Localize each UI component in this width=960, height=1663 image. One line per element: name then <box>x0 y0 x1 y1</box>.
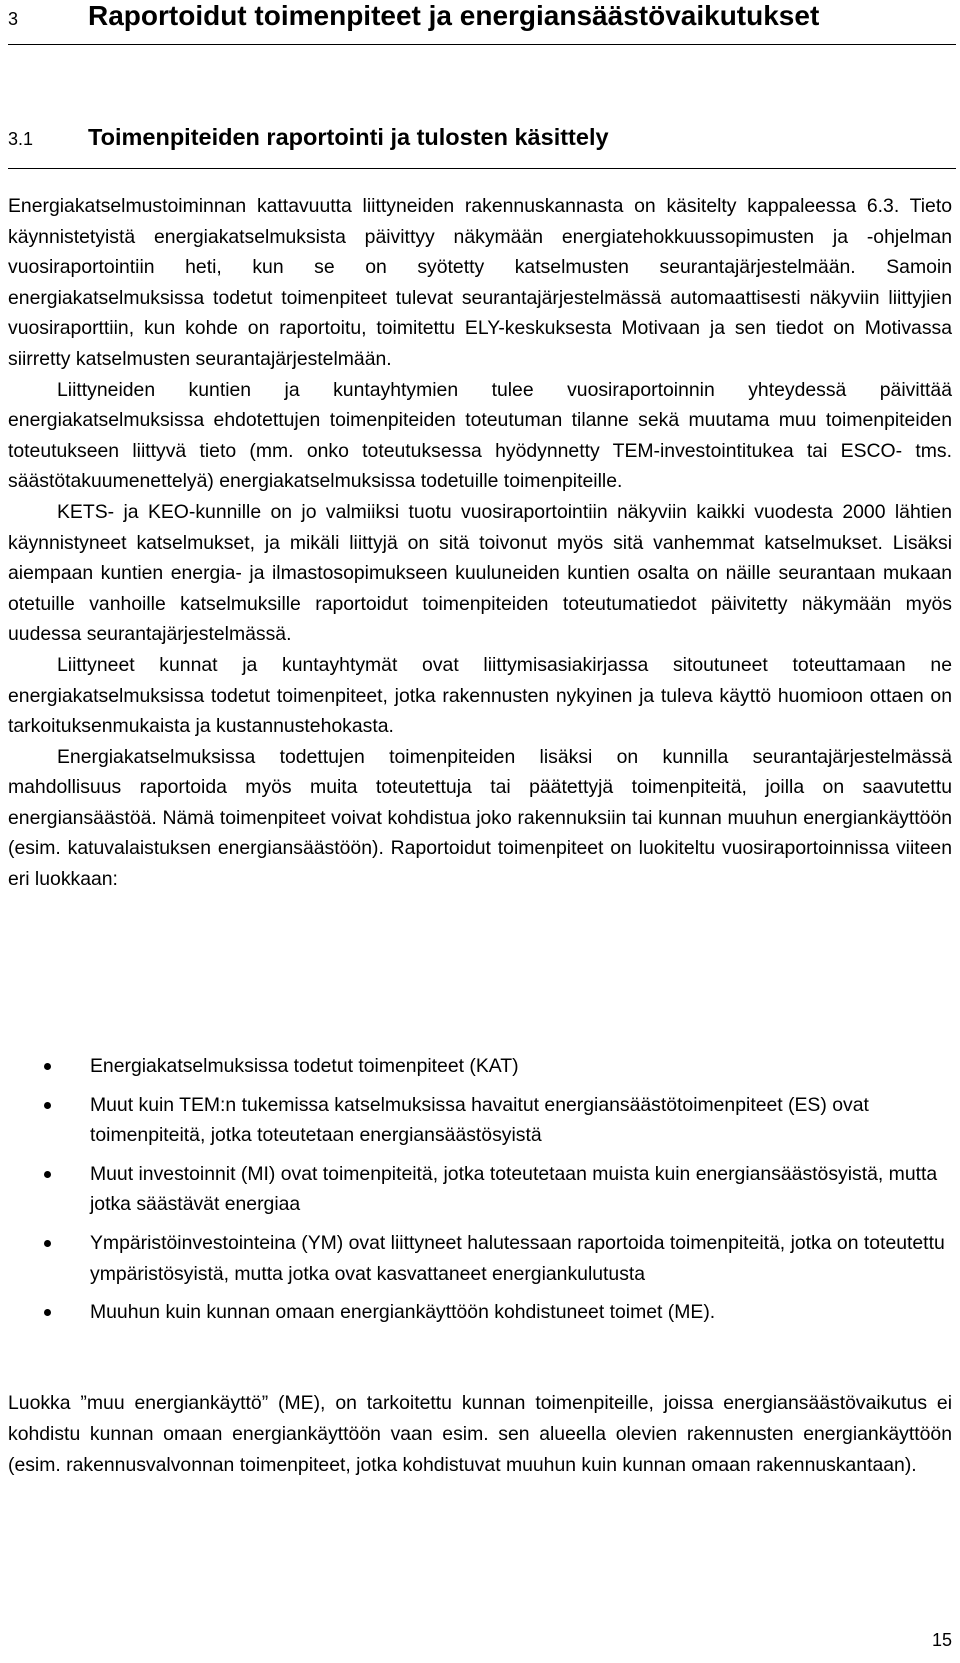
paragraph: Energiakatselmustoiminnan kattavuutta liittyneiden rakennuskannasta on käsitelty kappaleessa 6.3. Tieto käynnistetyistä energiakatselmuksista päivittyy näkymään energiatehokkuussopimusten ja -ohjelman vuosiraportointiin heti, kun se on syötetty katselmusten seurantajärjestelmään. Samoin energiakatselmuksissa todetut toimenpiteet tulevat seurantajärjestelmässä automaattisesti näkyviin liittyjien vuosiraporttiin, kun kohde on raportoitu, toimitettu ELY-keskuksesta Motivaan ja sen tiedot on Motivassa siirretty katselmusten seurantajärjestelmään. <box>8 195 952 370</box>
list-item-text: Muut kuin TEM:n tukemissa katselmuksissa havaitut energiansäästötoimenpiteet (ES) ovat toimenpiteitä, jotka toteutetaan energiansäästösyistä <box>90 1093 869 1147</box>
category-list <box>8 1051 952 1336</box>
list-item <box>8 1297 952 1328</box>
chapter-heading <box>8 0 956 45</box>
section-number: 3.1 <box>8 129 34 149</box>
list-item <box>8 1090 952 1151</box>
bullet-icon <box>44 1102 51 1109</box>
chapter-title: Raportoidut toimenpiteet ja energiansäästövaikutukset <box>88 0 820 31</box>
list-item <box>8 1051 952 1082</box>
paragraph: Energiakatselmuksissa todettujen toimenpiteiden lisäksi on kunnilla seurantajärjestelmässä mahdollisuus raportoida myös muita toteutettuja tai päätettyjä toimenpiteitä, joilla on saavutettu energiansäästöä. Nämä toimenpiteet voivat kohdistua joko rakennuksiin tai kunnan muuhun energiankäyttöön (esim. katuvalaistuksen energiansäästöön). Raportoidut toimenpiteet on luokiteltu vuosiraportoinnissa viiteen eri luokkaan: <box>8 745 952 891</box>
list-item <box>8 1228 952 1289</box>
closing-paragraph: Luokka ”muu energiankäyttö” (ME), on tarkoitettu kunnan toimenpiteille, joissa energiansäästövaikutus ei kohdistu kunnan omaan energiankäyttöön vaan esim. sen alueella olevien rakennusten energiankäyttöön (esim. rakennusvalvonnan toimenpiteet, jotka kohdistuvat muuhun kuin kunnan omaan rakennuskantaan). <box>8 1392 952 1476</box>
section-title: Toimenpiteiden raportointi ja tulosten käsittely <box>88 124 609 150</box>
page-number: 15 <box>931 1630 952 1650</box>
list-item <box>8 1159 952 1220</box>
list-item-text: Ympäristöinvestointeina (YM) ovat liittyneet halutessaan raportoida toimenpiteitä, jotka on toteutettu ympäristösyistä, mutta jotka ovat kasvattaneet energiankulutusta <box>90 1231 945 1285</box>
section-heading <box>8 124 956 169</box>
bullet-icon <box>44 1171 51 1178</box>
body-text <box>8 191 952 895</box>
chapter-number: 3 <box>8 9 19 29</box>
paragraph: Liittyneet kunnat ja kuntayhtymät ovat liittymisasiakirjassa sitoutuneet toteuttamaan ne energiakatselmuksissa todetut toimenpiteet, jotka rakennusten nykyinen ja tuleva käyttö huomioon ottaen on tarkoituksenmukaista ja kustannustehokasta. <box>8 653 952 738</box>
paragraph: KETS- ja KEO-kunnille on jo valmiiksi tuotu vuosiraportointiin näkyviin kaikki vuodesta 2000 lähtien käynnistyneet katselmukset, ja mikäli liittyjä on sitä toivonut myös sitä vanhemmat katselmukset. Lisäksi aiempaan kuntien energia- ja ilmastosopimukseen kuuluneiden kuntien osalta on näille seurantaan mukaan otetuille vanhoille katselmuksille raportoidut toimenpiteiden toteutumatiedot päivitetty näkymään myös uudessa seurantajärjestelmässä. <box>8 500 952 646</box>
bullet-icon <box>44 1309 51 1316</box>
paragraph: Liittyneiden kuntien ja kuntayhtymien tulee vuosiraportoinnin yhteydessä päivittää energiakatselmuksissa ehdotettujen toimenpiteiden toteutuman tilanne sekä muutama muu toimenpiteiden toteutukseen liittyvä tieto (mm. onko toteutuksessa hyödynnetty TEM-investointitukea tai ESCO- tms. säästötakuumenettelyä) energiakatselmuksissa todetuille toimenpiteille. <box>8 378 952 493</box>
bullet-icon <box>44 1240 51 1247</box>
list-item-text: Energiakatselmuksissa todetut toimenpiteet (KAT) <box>90 1055 519 1077</box>
list-item-text: Muuhun kuin kunnan omaan energiankäyttöön kohdistuneet toimet (ME). <box>90 1301 716 1324</box>
bullet-icon <box>44 1063 51 1070</box>
list-item-text: Muut investoinnit (MI) ovat toimenpiteitä, jotka toteutetaan muista kuin energiansäästösyistä, mutta jotka säästävät energiaa <box>90 1162 938 1216</box>
